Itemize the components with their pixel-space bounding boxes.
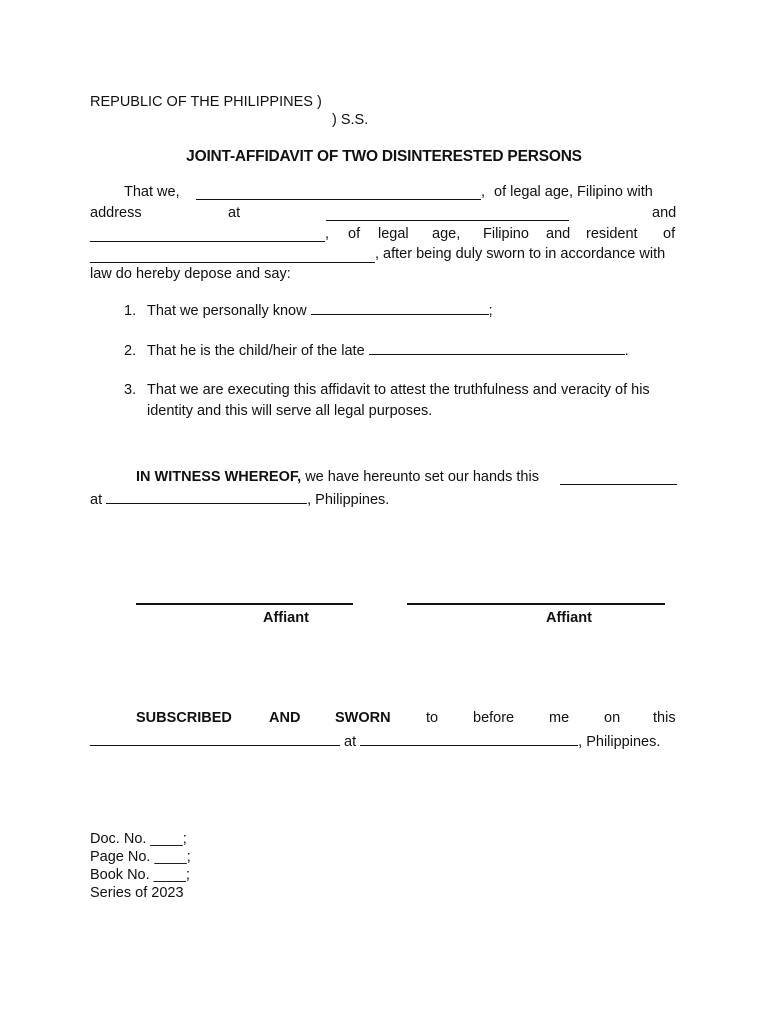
sub-w4: before bbox=[473, 710, 515, 726]
sub-w6: on bbox=[604, 710, 621, 726]
item-3 bbox=[124, 382, 678, 398]
item-1-tail: ; bbox=[488, 303, 493, 319]
signature-line-1[interactable] bbox=[136, 603, 353, 605]
subscribed-line2 bbox=[90, 732, 660, 750]
sub-w1: AND bbox=[269, 710, 301, 726]
intro-l3-w0: , bbox=[325, 226, 330, 242]
affiant-label-2: Affiant bbox=[546, 610, 592, 626]
comma: , bbox=[481, 184, 486, 200]
intro-l3-w7: of bbox=[663, 226, 676, 242]
witness-text: we have hereunto set our hands this bbox=[305, 469, 539, 485]
sworn-date-blank[interactable] bbox=[90, 732, 340, 746]
notarial-footer bbox=[90, 831, 191, 903]
item-2 bbox=[124, 341, 678, 359]
subscribed-tail: , Philippines. bbox=[578, 734, 661, 750]
witness-line2 bbox=[90, 490, 389, 508]
affiant-label-1: Affiant bbox=[263, 610, 309, 626]
sub-w7: this bbox=[653, 710, 676, 726]
item-2-tail: . bbox=[624, 343, 629, 359]
signature-line-2[interactable] bbox=[407, 603, 665, 605]
intro-and: and bbox=[652, 205, 677, 221]
sworn-place-blank[interactable] bbox=[360, 732, 578, 746]
witness-at: at bbox=[90, 492, 103, 508]
witness-bold: IN WITNESS WHEREOF, bbox=[136, 469, 302, 485]
intro-that-we: That we, bbox=[124, 184, 180, 200]
sub-w0: SUBSCRIBED bbox=[136, 710, 232, 726]
item-1-num: 1. bbox=[124, 303, 137, 319]
intro-l3-w3: age, bbox=[432, 226, 461, 242]
document-title: JOINT-AFFIDAVIT OF TWO DISINTERESTED PERSONS bbox=[186, 148, 582, 165]
intro-l3-w5: and bbox=[546, 226, 571, 242]
intro-l3-w2: legal bbox=[378, 226, 409, 242]
intro-line1-tail: of legal age, Filipino with bbox=[494, 184, 653, 200]
item-1 bbox=[124, 301, 678, 319]
doc-no: Doc. No. ____; bbox=[90, 831, 187, 847]
item-3-line1: That we are executing this affidavit to attest the truthfulness and veracity of his bbox=[147, 382, 650, 398]
deceased-name-blank[interactable] bbox=[369, 341, 625, 355]
address-blank-1[interactable] bbox=[326, 207, 569, 221]
affiant-name-blank-1[interactable] bbox=[196, 186, 481, 200]
sub-w5: me bbox=[549, 710, 570, 726]
place-blank[interactable] bbox=[106, 490, 307, 504]
intro-l3-w1: of bbox=[348, 226, 361, 242]
intro-l3-w4: Filipino bbox=[483, 226, 529, 242]
item-2-num: 2. bbox=[124, 343, 137, 359]
jurisdiction-line: REPUBLIC OF THE PHILIPPINES ) bbox=[90, 94, 322, 110]
page-no: Page No. ____; bbox=[90, 849, 191, 865]
intro-line5: law do hereby depose and say: bbox=[90, 266, 291, 282]
item-3-num: 3. bbox=[124, 382, 137, 398]
item-3-line2: identity and this will serve all legal purposes. bbox=[147, 403, 433, 419]
sub-w2: SWORN bbox=[335, 710, 391, 726]
witness-tail: , Philippines. bbox=[307, 492, 390, 508]
item-2-text: That he is the child/heir of the late bbox=[147, 343, 365, 359]
witness-line1 bbox=[136, 469, 539, 485]
intro-l3-w6: resident bbox=[586, 226, 638, 242]
intro-address: address bbox=[90, 205, 142, 221]
intro-line4-tail: , after being duly sworn to in accordance with bbox=[375, 246, 666, 262]
known-person-blank[interactable] bbox=[311, 301, 489, 315]
sub-w3: to bbox=[426, 710, 439, 726]
date-blank[interactable] bbox=[560, 471, 677, 485]
series: Series of 2023 bbox=[90, 885, 184, 901]
book-no: Book No. ____; bbox=[90, 867, 190, 883]
residence-blank[interactable] bbox=[90, 249, 375, 263]
item-1-text: That we personally know bbox=[147, 303, 307, 319]
subscribed-at: at bbox=[344, 734, 357, 750]
affiant-name-blank-2[interactable] bbox=[90, 228, 325, 242]
intro-at: at bbox=[228, 205, 241, 221]
ss-line: ) S.S. bbox=[332, 112, 369, 128]
